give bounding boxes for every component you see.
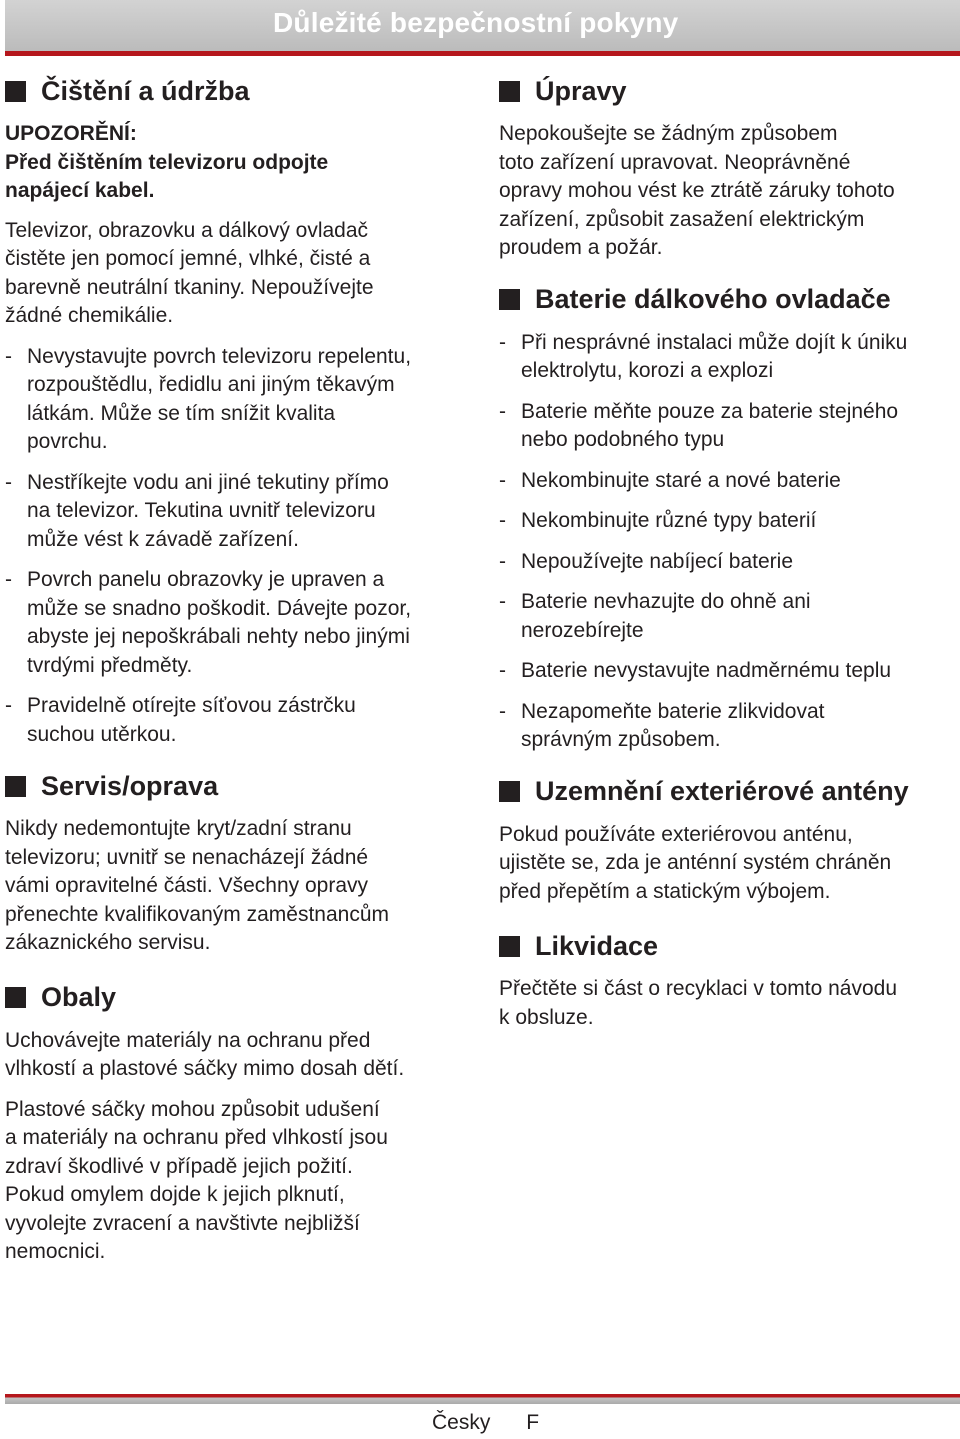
paragraph — [5, 1027, 470, 1084]
list-item — [499, 657, 960, 686]
text-line: elektrolytu, korozi a explozi — [521, 359, 774, 382]
text-line: - Baterie měňte pouze za baterie stejného — [521, 399, 899, 423]
text-line: nebo podobného typu — [521, 428, 725, 451]
text-line: Nikdy nedemontujte kryt/zadní stranu — [5, 817, 352, 840]
text-line: zákaznického servisu. — [5, 931, 211, 954]
left-column — [5, 72, 470, 1267]
list-item — [5, 692, 470, 749]
square-bullet-icon — [5, 81, 26, 102]
paragraph — [499, 120, 960, 263]
paragraph — [499, 975, 960, 1032]
list-item — [499, 698, 960, 755]
text-line: Plastové sáčky mohou způsobit udušení — [5, 1097, 380, 1121]
text-line: - Nepoužívejte nabíjecí baterie — [521, 549, 794, 573]
text-line: před přepětím a statickým výbojem. — [499, 879, 831, 903]
square-bullet-icon — [499, 289, 520, 310]
text-line: - Nevystavujte povrch televizoru repelentu, — [27, 344, 412, 368]
page-number: F — [526, 1411, 540, 1434]
text-line: látkám. Může se tím snížit kvalita — [27, 401, 336, 425]
text-line: - Nekombinujte různé typy baterií — [521, 509, 817, 532]
section-header — [5, 979, 470, 1017]
text-line: abyste jej nepoškrábali nehty nebo jinými — [27, 625, 410, 648]
list-item — [5, 566, 470, 680]
text-line: a materiály na ochranu před vlhkostí jsou — [5, 1126, 388, 1149]
text-line: může se snadno poškodit. Dávejte pozor, — [27, 596, 412, 620]
dash-list — [5, 343, 470, 750]
section-title: Obaly — [41, 982, 117, 1012]
list-item — [499, 467, 960, 496]
text-line: správným způsobem. — [521, 728, 721, 751]
section-cleaning — [5, 72, 470, 749]
text-line: přenechte kvalifikovaným zaměstnancům — [5, 902, 390, 926]
right-column — [499, 72, 960, 1032]
text-line: vlhkostí a plastové sáčky mimo dosah dětí. — [5, 1057, 405, 1080]
text-line: - Při nesprávné instalaci může dojít k úniku — [521, 330, 908, 354]
text-line: zdraví škodlivé v případě jejich požití. — [5, 1154, 353, 1178]
section-header — [499, 773, 960, 811]
dash-list — [499, 329, 960, 755]
text-line: - Nestříkejte vodu ani jiné tekutiny přímo — [27, 470, 389, 494]
text-line: čistěte jen pomocí jemné, vlhké, čisté a — [5, 247, 371, 270]
list-item — [499, 329, 960, 386]
list-item — [5, 469, 470, 555]
text-line: žádné chemikálie. — [5, 304, 174, 327]
text-line: - Pravidelně otírejte síťovou zástrčku — [27, 694, 356, 717]
text-line: - Baterie nevhazujte do ohně ani — [521, 590, 811, 613]
footer-rule — [5, 1394, 960, 1404]
warning-line: napájecí kabel. — [5, 179, 155, 202]
list-item — [499, 507, 960, 536]
text-line: televizoru; uvnitř se nenacházejí žádné — [5, 845, 369, 869]
section-title: Úpravy — [535, 75, 627, 106]
warning-label: UPOZORĚNÍ: — [5, 122, 137, 145]
section-header — [499, 281, 960, 319]
text-line: - Nezapomeňte baterie zlikvidovat — [521, 699, 825, 723]
section-title: Likvidace — [535, 930, 659, 961]
header-band — [5, 0, 960, 56]
paragraph — [5, 1096, 470, 1267]
text-line: Pokud používáte exteriérovou anténu, — [499, 822, 853, 846]
warning-line: Před čištěním televizoru odpojte — [5, 150, 329, 174]
text-line: proudem a požár. — [499, 236, 663, 259]
section-packaging — [5, 979, 470, 1267]
list-item — [499, 588, 960, 645]
text-line: může vést k závadě zařízení. — [27, 527, 299, 551]
square-bullet-icon — [499, 81, 520, 102]
text-line: - Povrch panelu obrazovky je upraven a — [27, 568, 385, 591]
text-line: opravy mohou vést ke ztrátě záruky tohoto — [499, 179, 895, 202]
square-bullet-icon — [5, 776, 26, 797]
text-line: tvrdými předměty. — [27, 653, 193, 677]
footer-language: Česky — [432, 1411, 491, 1434]
section-service — [5, 767, 470, 958]
text-line: - Baterie nevystavujte nadměrnému teplu — [521, 659, 892, 682]
paragraph — [5, 217, 470, 331]
text-line: k obsluze. — [499, 1005, 594, 1029]
text-line: Uchovávejte materiály na ochranu před — [5, 1028, 371, 1052]
text-line: Nepokoušejte se žádným způsobem — [499, 122, 838, 145]
square-bullet-icon — [499, 781, 520, 802]
list-item — [5, 343, 470, 457]
text-line: toto zařízení upravovat. Neoprávněné — [499, 150, 851, 174]
text-line: vyvolejte zvracení a navštivte nejbližší — [5, 1211, 360, 1235]
square-bullet-icon — [499, 936, 520, 957]
text-line: rozpouštědlu, ředidlu ani jiným těkavým — [27, 373, 395, 396]
paragraph — [499, 821, 960, 907]
text-line: suchou utěrkou. — [27, 722, 177, 746]
paragraph — [5, 815, 470, 958]
text-line: nemocnici. — [5, 1240, 106, 1263]
section-antenna — [499, 773, 960, 907]
text-line: povrchu. — [27, 430, 108, 453]
text-line: - Nekombinujte staré a nové baterie — [521, 468, 841, 492]
text-line: ujistěte se, zda je anténní systém chráněn — [499, 851, 892, 874]
page-title: Důležité bezpečnostní pokyny — [273, 7, 679, 38]
list-item — [499, 548, 960, 577]
section-battery — [499, 281, 960, 755]
section-header — [499, 72, 960, 110]
square-bullet-icon — [5, 987, 26, 1008]
text-line: zařízení, způsobit zasažení elektrickým — [499, 207, 865, 231]
section-title: Servis/oprava — [41, 770, 219, 801]
text-line: vámi opravitelné části. Všechny opravy — [5, 874, 368, 897]
section-header — [5, 72, 470, 110]
footer — [432, 1411, 539, 1435]
text-line: na televizor. Tekutina uvnitř televizoru — [27, 499, 376, 522]
text-line: nerozebírejte — [521, 618, 644, 642]
section-disposal — [499, 927, 960, 1032]
text-line: barevně neutrální tkaniny. Nepoužívejte — [5, 275, 374, 299]
section-header — [499, 927, 960, 965]
text-line: Přečtěte si část o recyklaci v tomto návodu — [499, 977, 898, 1000]
section-title: Baterie dálkového ovladače — [535, 284, 891, 314]
section-modifications — [499, 72, 960, 263]
text-line: Televizor, obrazovku a dálkový ovladač — [5, 218, 369, 242]
text-line: Pokud omylem dojde k jejich plknutí, — [5, 1183, 345, 1206]
section-title: Uzemnění exteriérové antény — [535, 776, 909, 806]
section-title: Čištění a údržba — [41, 75, 250, 106]
list-item — [499, 398, 960, 455]
section-header — [5, 767, 470, 805]
